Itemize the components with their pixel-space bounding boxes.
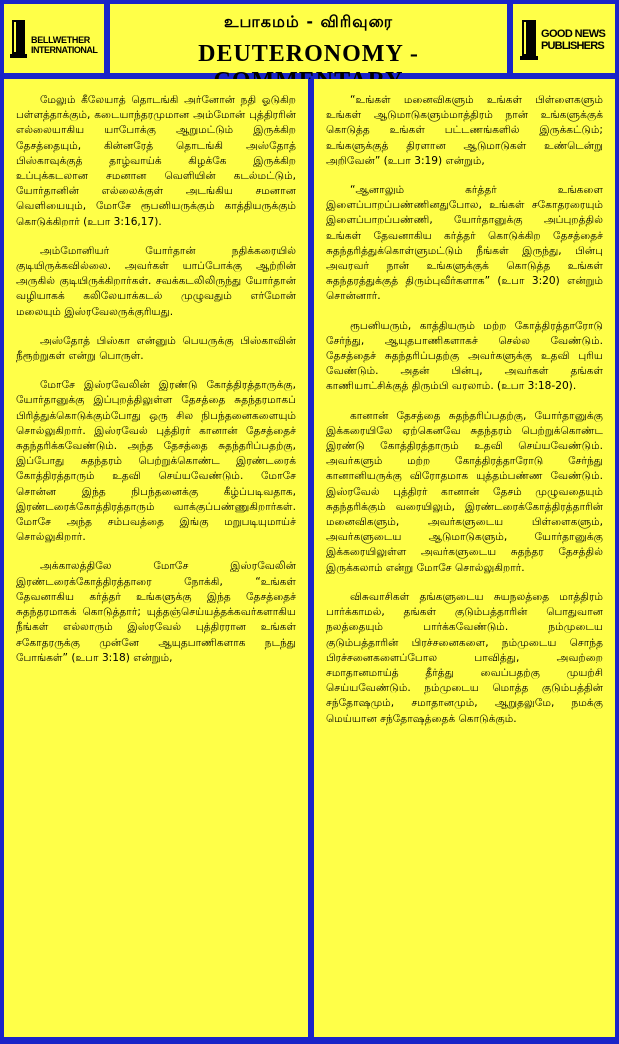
left-paragraph: மோசே இஸ்ரவேலின் இரண்டு கோத்திரத்தாருக்கு, யோர்தானுக்கு இப்புறத்திலுள்ள தேசத்தை சுதந்தரமாகப் பிரித்துக்கொடுக்கும்போது ஒரு சில நிபந்தனைகளையும் சொல்லுகிறார். இஸ்ரவேல் புத்திரர் கானான் தேசத்தைச் சுதந்தரிக்கவேண்டும். அந்த தேசத்தை சுதந்தரிப்பதற்கு, இப்போது சுதந்தரம் பெற்றுக்கொண்ட இரண்டரைக் கோத்திரத்தாரும் உதவி செய்யவேண்டும். மோசே சொன்ன இந்த நிபந்தனைக்கு கீழ்ப்படிவதாக, இரண்டரைக்கோத்திரத்தாரும் வாக்குப்பண்ணுகிறார்கள். மோசே அந்த சம்பவத்தை இங்கு மறுபடியுமாய்ச் சொல்லுகிறார். [16,379,296,544]
right-paragraph: “ஆனாலும் கர்த்தர் உங்களை இளைப்பாறப்பண்ணினதுபோல, உங்கள் சகோதரரையும் இளைப்பாறப்பண்ணி, யோர்தானுக்கு அப்புறத்தில் உங்கள் தேவனாகிய கர்த்தர் கொடுக்கிற தேசத்தைச் சுதந்தரித்துக்கொள்ளுமட்டும் நீங்கள் இருந்து, பின்பு அவரவர் நான் உங்களுக்குக் கொடுத்த உங்கள் சுதந்தரத்துக்குத் திரும்புவீர்களாக” (உபா 3:20) என்றும் சொன்னார். [326,184,603,303]
right-paragraph: ரூபனியரும், காத்தியரும் மற்ற கோத்திரத்தாரோடு சேர்ந்து, ஆயுதபாணிகளாகச் செல்ல வேண்டும். தேசத்தைச் சுதந்தரிப்பதற்கு அவர்களுக்கு உதவி புரிய வேண்டும். அதன் பின்பு, அவர்கள் தங்கள் காணியாட்சிக்குத் திரும்பி வரலாம். (உபா 3:18-20). [326,319,603,393]
right-paragraph: விசுவாசிகள் தங்களுடைய சுயநலத்தை மாத்திரம் பார்க்காமல், தங்கள் குடும்பத்தாரின் பொதுவான நலத்தையும் பார்க்கவேண்டும். நம்முடைய குடும்பத்தாரின் பிரச்சனைகளை, நம்முடைய சொந்த பிரச்சனைகளைப்போல பாவித்து, அவற்றை சமாதானமாய்த் தீர்த்து வைப்பதற்கு முயற்சி செய்யவேண்டும். நம்முடைய மொத்த குடும்பத்தின் சந்தோஷமும், சமாதானமும், ஆறுதலுமே, நமக்கு மெய்யான சந்தோஷத்தைக் கொடுக்கும். [326,590,603,725]
left-logo-line1: BELLWETHER [31,35,90,46]
right-paragraph: “உங்கள் மனைவிகளும் உங்கள் பிள்ளைகளும் உங்கள் ஆடுமாடுகளும்மாத்திரம் நான் உங்களுக்குக் கொடுத்த உங்கள் பட்டணங்களில் இருக்கட்டும்; உங்களுக்குத் திரளான ஆடுமாடுகள் உண்டென்று அறிவேன்” (உபா 3:19) என்றும், [326,94,603,167]
book-icon [10,16,28,60]
title-box [110,4,507,73]
left-logo [4,4,104,73]
title-tamil: உபாகமம் - விரிவுரை [224,12,393,31]
book-icon [519,18,539,62]
left-paragraph: மேலும் கீலேயாத் தொடங்கி அர்னோன் நதி ஓடுகிற பள்ளத்தாக்கும், கடையாந்தரமுமான அம்மோன் புத்திரரின் எல்லையாகிய யாபோக்கு ஆறுமட்டும் இருக்கிற தேசத்தையும், கின்னரேத் தொடங்கி அஸ்தோத் பிஸ்காவுக்குத் தாழ்வாய்க் கிழக்கே இருக்கிற உப்புக்கடலான சமனான வெளியின் கடல்மட்டும், யோர்தானின் எல்லைக்குள் அடங்கிய சமனான வெளியையும், மோசே ரூபனியருக்கும் காத்தியருக்கும் கொடுக்கிறார் (உபா 3:16,17). [16,94,296,228]
title-english: DEUTERONOMY - [198,41,419,67]
right-column [314,79,615,1037]
right-logo-line2: PUBLISHERS [541,40,604,52]
left-paragraph: அக்காலத்திலே மோசே இஸ்ரவேலின் இரண்டரைக்கோத்திரத்தாரை நோக்கி, “உங்கள் தேவனாகிய கர்த்தர் உங்களுக்கு இந்த தேசத்தைச் சுதந்தரமாகக் கொடுத்தார்; யுத்தஞ்செய்யத்தக்கவர்களாகிய நீங்கள் எல்லாரும் இஸ்ரவேல் புத்திரரான உங்கள் சகோதரருக்கு முன்னே ஆயுதபாணிகளாக நடந்து போங்கள்” (உபா 3:18) என்றும், [16,560,296,664]
right-logo [513,4,615,73]
right-logo-line1: GOOD NEWS [541,27,606,40]
left-column [4,79,308,1037]
left-paragraph: அம்மோனியர் யோர்தான் நதிக்கரையில் குடியிருக்கவில்லை. அவர்கள் யாப்போக்கு ஆற்றின் அருகில் குடியிருக்கிறார்கள். சவக்கடலிலிருந்து யோர்தான் வழியாகக் கலிலேயாக்கடல் முழுவதும் எர்மோன் மலையும் இஸ்ரவேலருக்குரியது. [16,244,296,318]
left-logo-line2: INTERNATIONAL [31,45,98,55]
right-paragraph: கானான் தேசத்தை சுதந்தரிப்பதற்கு, யோர்தானுக்கு இக்கரையிலே ஏற்கெனவே சுதந்தரம் பெற்றுக்கொண்ட இரண்டு கோத்திரத்தாரும் உதவி செய்யவேண்டும். அவர்களும் மற்ற கோத்திரத்தாரோடு சேர்ந்து கானானியருக்கு விரோதமாக யுத்தம்பண்ண வேண்டும். இஸ்ரவேல் புத்திரர் கானான் தேசம் முழுவதையும் சுதந்தரிக்கும் வரையிலும், இரண்டரைக்கோத்திரத்தாரின் மனைவிகளும், அவர்களுடைய பிள்ளைகளும், அவர்களுடைய ஆடுமாடுகளும், யோர்தானுக்கு இக்கரையிலுள்ள அவர்களுடைய சுதந்தர தேசத்தில் இருக்கலாம் என்று மோசே சொல்லுகிறார். [326,409,603,574]
left-paragraph: அஸ்தோத் பிஸ்கா என்னும் பெயருக்கு பிஸ்காவின் நீரூற்றுகள் என்று பொருள். [16,334,296,363]
